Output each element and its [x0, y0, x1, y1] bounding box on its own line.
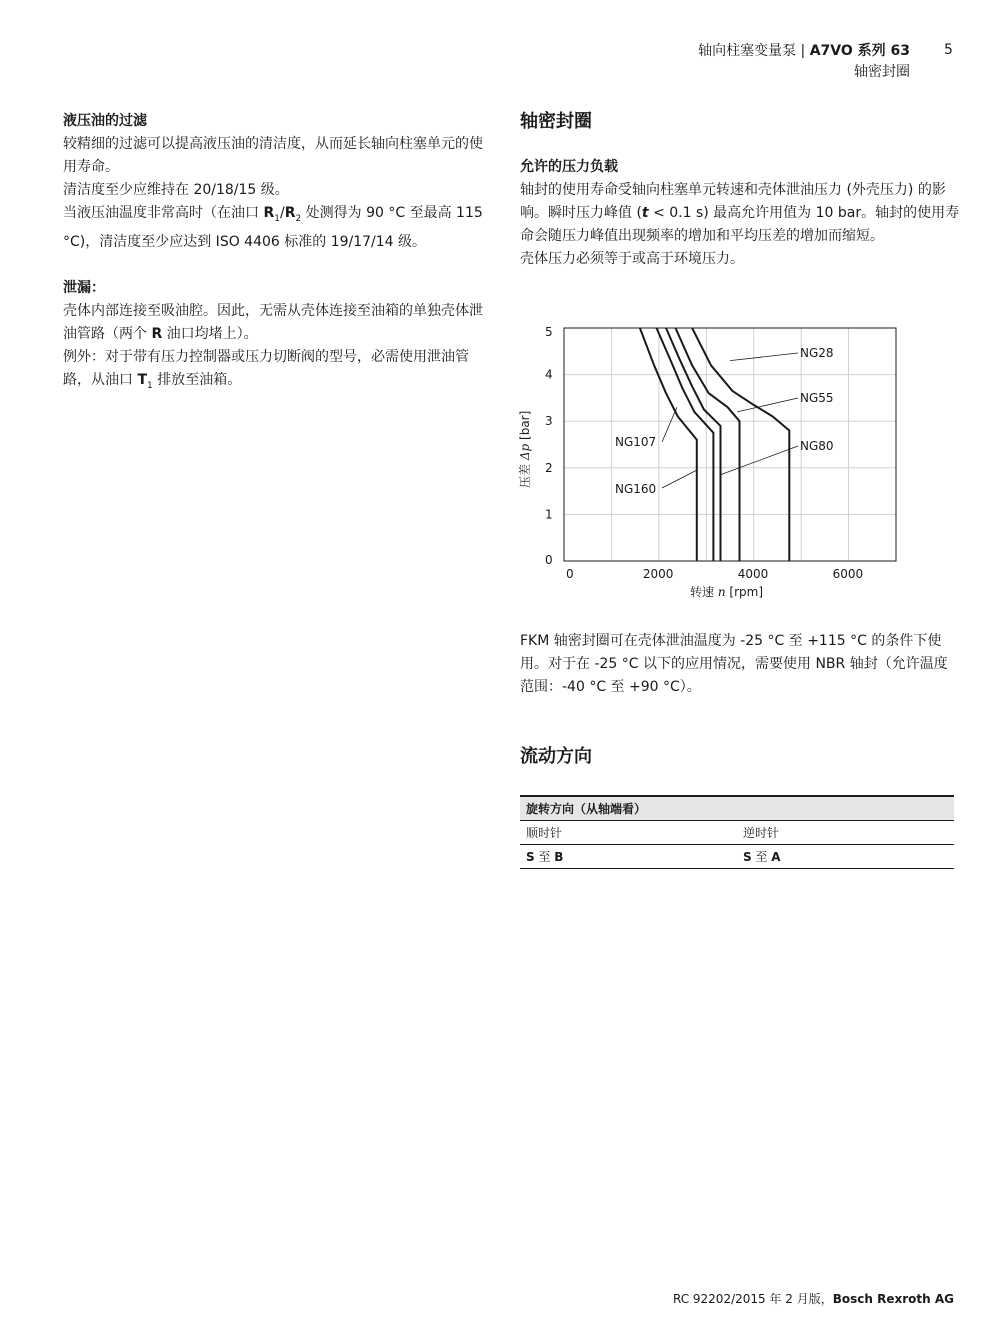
leakage-p1-start: 壳体内部连接至吸油腔。因此，无需从壳体连接至油箱的单独壳体泄油管路（两个	[63, 302, 483, 342]
table-row	[520, 821, 954, 845]
y-axis-label-unit: [bar]	[518, 410, 532, 440]
chart-svg	[510, 318, 910, 608]
pressure-paragraph-1	[520, 179, 960, 248]
table-header: 旋转方向（从轴端看）	[520, 796, 954, 821]
label-ng28: NG28	[800, 346, 834, 360]
y-tick-label: 5	[545, 325, 553, 339]
filtration-paragraph-1: 较精细的过滤可以提高液压油的清洁度，从而延长轴向柱塞单元的使用寿命。	[63, 136, 483, 175]
leader-line-ng107	[662, 407, 677, 442]
port-r2: R	[284, 205, 296, 221]
leakage-heading: 泄漏：	[63, 279, 105, 296]
y-axis-label-text: 压差	[518, 463, 532, 488]
x-tick-label: 6000	[832, 567, 864, 581]
counterclockwise-label: 逆时针	[737, 821, 954, 845]
time-symbol: t	[641, 205, 649, 221]
port-r1: R	[263, 205, 275, 221]
port-t1: T	[137, 371, 148, 388]
page-number: 5	[944, 42, 953, 58]
y-axis-label-symbol: Δp	[518, 443, 532, 461]
label-ng160: NG160	[615, 482, 657, 496]
rotation-direction-table	[520, 795, 954, 869]
page-footer	[673, 1290, 954, 1307]
flow-direction-title: 流动方向	[520, 746, 592, 767]
leakage-paragraph-2	[63, 346, 493, 398]
label-ng55: NG55	[800, 391, 834, 405]
right-column	[520, 110, 960, 271]
y-tick-label: 0	[545, 553, 553, 567]
x-axis-label-text: 转速	[690, 585, 715, 599]
leakage-p2-end: 排放至油箱。	[152, 371, 242, 388]
filtration-paragraph-3	[63, 202, 493, 254]
series-line-ng107	[657, 328, 714, 561]
table-row	[520, 845, 954, 869]
x-axis-label	[690, 584, 763, 599]
leader-line-ng28	[730, 353, 798, 361]
leakage-paragraph-1	[63, 300, 493, 346]
port-r: R	[151, 325, 163, 342]
y-axis-label	[517, 411, 532, 488]
x-tick-label: 2000	[642, 567, 674, 581]
leader-line-ng160	[662, 470, 697, 488]
footer-doc-id: RC 92202/2015 年 2 月版，	[672, 1292, 833, 1306]
left-column	[63, 110, 493, 398]
label-ng107: NG107	[615, 435, 657, 449]
port-r2-sub: 2	[295, 213, 302, 224]
label-ng80: NG80	[800, 439, 834, 453]
pressure-p1-start: 轴封的使用寿命受轴向柱塞单元转速和壳体泄油压力 (外壳压力) 的影响。瞬时压力峰值 (	[520, 182, 946, 221]
leakage-p1-end: 油口均堵上）。	[162, 325, 258, 342]
series-line-ng55	[676, 328, 740, 561]
plot-frame	[564, 328, 896, 561]
leakage-p2-start: 例外：对于带有压力控制器或压力切断阀的型号，必需使用泄油管路，从油口	[63, 348, 469, 388]
y-tick-label: 4	[545, 367, 553, 382]
clockwise-label: 顺时针	[520, 821, 737, 845]
port-r1-sub: 1	[274, 213, 280, 224]
series-line-ng80	[666, 328, 721, 561]
x-axis-label-symbol: n	[717, 585, 726, 599]
pressure-load-heading: 允许的压力负载	[520, 159, 618, 175]
x-axis-label-unit: [rpm]	[729, 585, 764, 599]
x-tick-label: 4000	[737, 567, 769, 581]
filtration-p3-start: 当液压油温度非常高时（在油口	[63, 205, 264, 221]
x-tick-label: 0	[566, 567, 574, 581]
leader-line-ng80	[721, 446, 798, 475]
y-tick-label: 1	[545, 507, 553, 522]
pressure-paragraph-2: 壳体压力必须等于或高于环境压力。	[520, 251, 744, 267]
header-title-product: A7VO 系列 63	[809, 43, 910, 59]
pressure-speed-chart	[510, 318, 910, 608]
pressure-p1-end: < 0.1 s) 最高允许用值为 10 bar。轴封的使用寿命会随压力峰值出现频率的增加和平均压差的增加而缩短。	[520, 205, 960, 244]
running-header-subtitle: 轴密封圈	[854, 64, 910, 80]
y-tick-label: 2	[545, 460, 553, 475]
counterclockwise-flow: S 至 A	[737, 845, 954, 869]
shaft-seal-title: 轴密封圈	[520, 111, 592, 132]
table-header-row	[520, 796, 954, 821]
filtration-p3-end: 处测得为 90 °C 至最高 115 °C)，清洁度至少应达到 ISO 4406 标准的 19/17/14 级。	[63, 205, 483, 250]
fkm-paragraph: FKM 轴密封圈可在壳体泄油温度为 -25 °C 至 +115 °C 的条件下使用。对于在 -25 °C 以下的应用情况，需要使用 NBR 轴封（允许温度范围：-40 °C 至 +90 °C）。	[520, 633, 948, 695]
header-title-prefix: 轴向柱塞变量泵 |	[698, 43, 810, 59]
clockwise-flow: S 至 B	[520, 845, 737, 869]
filtration-heading: 液压油的过滤	[63, 113, 147, 129]
port-slash: /	[279, 205, 285, 221]
port-t1-sub: 1	[147, 380, 153, 391]
y-tick-label: 3	[545, 414, 553, 429]
running-header-title	[698, 42, 910, 61]
filtration-paragraph-2: 清洁度至少应维持在 20/18/15 级。	[63, 182, 289, 198]
footer-company: Bosch Rexroth AG	[832, 1292, 954, 1306]
